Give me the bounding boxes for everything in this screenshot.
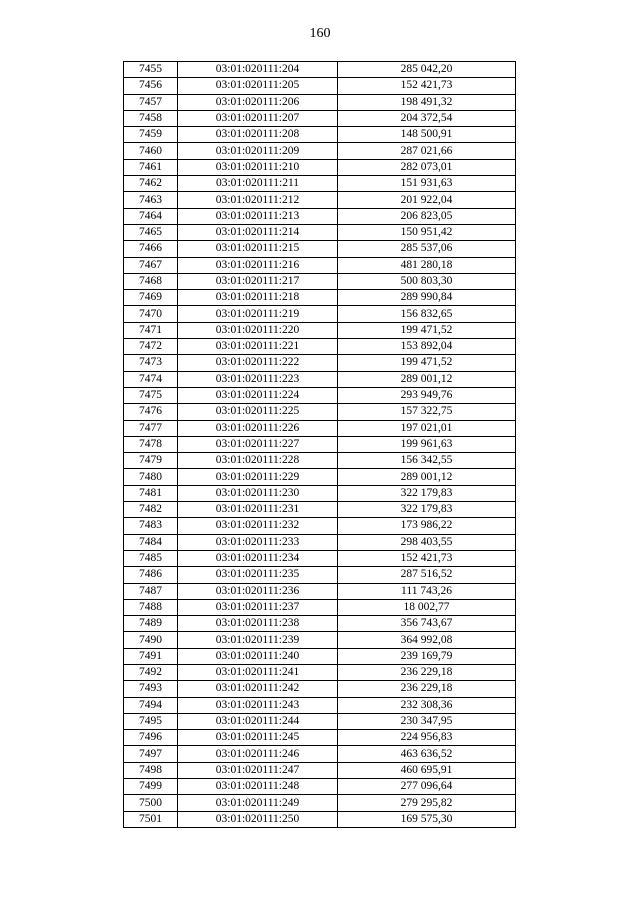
row-number-cell: 7477 bbox=[124, 420, 178, 436]
cadastral-value-cell: 289 001,12 bbox=[338, 469, 516, 485]
row-number-cell: 7489 bbox=[124, 616, 178, 632]
cadastral-value-cell: 169 575,30 bbox=[338, 811, 516, 827]
cadastral-number-cell: 03:01:020111:250 bbox=[178, 811, 338, 827]
row-number-cell: 7471 bbox=[124, 322, 178, 338]
row-number-cell: 7493 bbox=[124, 681, 178, 697]
cadastral-number-cell: 03:01:020111:249 bbox=[178, 795, 338, 811]
row-number-cell: 7484 bbox=[124, 534, 178, 550]
cadastral-value-cell: 151 931,63 bbox=[338, 176, 516, 192]
cadastral-value-cell: 111 743,26 bbox=[338, 583, 516, 599]
cadastral-value-cell: 322 179,83 bbox=[338, 502, 516, 518]
table-row bbox=[124, 387, 516, 403]
table-row bbox=[124, 306, 516, 322]
row-number-cell: 7473 bbox=[124, 355, 178, 371]
cadastral-number-cell: 03:01:020111:205 bbox=[178, 78, 338, 94]
table-row bbox=[124, 681, 516, 697]
row-number-cell: 7483 bbox=[124, 518, 178, 534]
cadastral-number-cell: 03:01:020111:224 bbox=[178, 387, 338, 403]
table-row bbox=[124, 453, 516, 469]
cadastral-number-cell: 03:01:020111:244 bbox=[178, 713, 338, 729]
cadastral-number-cell: 03:01:020111:231 bbox=[178, 502, 338, 518]
table-row bbox=[124, 78, 516, 94]
cadastral-value-cell: 206 823,05 bbox=[338, 208, 516, 224]
cadastral-number-cell: 03:01:020111:212 bbox=[178, 192, 338, 208]
row-number-cell: 7501 bbox=[124, 811, 178, 827]
cadastral-value-cell: 285 537,06 bbox=[338, 241, 516, 257]
cadastral-value-cell: 364 992,08 bbox=[338, 632, 516, 648]
cadastral-number-cell: 03:01:020111:235 bbox=[178, 567, 338, 583]
row-number-cell: 7487 bbox=[124, 583, 178, 599]
cadastral-number-cell: 03:01:020111:215 bbox=[178, 241, 338, 257]
cadastral-number-cell: 03:01:020111:228 bbox=[178, 453, 338, 469]
cadastral-value-cell: 460 695,91 bbox=[338, 762, 516, 778]
cadastral-value-cell: 293 949,76 bbox=[338, 387, 516, 403]
table-row bbox=[124, 567, 516, 583]
cadastral-value-cell: 198 491,32 bbox=[338, 94, 516, 110]
row-number-cell: 7474 bbox=[124, 371, 178, 387]
table-row bbox=[124, 795, 516, 811]
row-number-cell: 7481 bbox=[124, 485, 178, 501]
cadastral-number-cell: 03:01:020111:208 bbox=[178, 127, 338, 143]
table-row bbox=[124, 469, 516, 485]
table-row bbox=[124, 518, 516, 534]
row-number-cell: 7498 bbox=[124, 762, 178, 778]
table-row bbox=[124, 273, 516, 289]
cadastral-value-cell: 298 403,55 bbox=[338, 534, 516, 550]
table-row bbox=[124, 730, 516, 746]
row-number-cell: 7465 bbox=[124, 224, 178, 240]
row-number-cell: 7475 bbox=[124, 387, 178, 403]
cadastral-number-cell: 03:01:020111:221 bbox=[178, 339, 338, 355]
cadastral-value-cell: 156 832,65 bbox=[338, 306, 516, 322]
cadastral-number-cell: 03:01:020111:216 bbox=[178, 257, 338, 273]
cadastral-number-cell: 03:01:020111:242 bbox=[178, 681, 338, 697]
cadastral-number-cell: 03:01:020111:236 bbox=[178, 583, 338, 599]
cadastral-number-cell: 03:01:020111:240 bbox=[178, 648, 338, 664]
cadastral-value-cell: 201 922,04 bbox=[338, 192, 516, 208]
cadastral-value-cell: 287 021,66 bbox=[338, 143, 516, 159]
cadastral-number-cell: 03:01:020111:246 bbox=[178, 746, 338, 762]
table-row bbox=[124, 502, 516, 518]
table-row bbox=[124, 241, 516, 257]
cadastral-value-cell: 199 961,63 bbox=[338, 436, 516, 452]
row-number-cell: 7478 bbox=[124, 436, 178, 452]
table-row bbox=[124, 746, 516, 762]
table-row bbox=[124, 127, 516, 143]
table-row bbox=[124, 339, 516, 355]
table-row bbox=[124, 762, 516, 778]
table-row bbox=[124, 208, 516, 224]
cadastral-value-cell: 322 179,83 bbox=[338, 485, 516, 501]
row-number-cell: 7456 bbox=[124, 78, 178, 94]
cadastral-value-cell: 279 295,82 bbox=[338, 795, 516, 811]
cadastral-number-cell: 03:01:020111:225 bbox=[178, 404, 338, 420]
row-number-cell: 7468 bbox=[124, 273, 178, 289]
table-row bbox=[124, 371, 516, 387]
table-row bbox=[124, 616, 516, 632]
cadastral-value-cell: 463 636,52 bbox=[338, 746, 516, 762]
cadastral-value-cell: 197 021,01 bbox=[338, 420, 516, 436]
row-number-cell: 7457 bbox=[124, 94, 178, 110]
cadastral-value-cell: 204 372,54 bbox=[338, 110, 516, 126]
table-row bbox=[124, 697, 516, 713]
cadastral-number-cell: 03:01:020111:217 bbox=[178, 273, 338, 289]
table-row bbox=[124, 290, 516, 306]
row-number-cell: 7486 bbox=[124, 567, 178, 583]
table-row bbox=[124, 713, 516, 729]
table-row bbox=[124, 192, 516, 208]
cadastral-value-cell: 157 322,75 bbox=[338, 404, 516, 420]
table-row bbox=[124, 176, 516, 192]
cadastral-value-cell: 481 280,18 bbox=[338, 257, 516, 273]
row-number-cell: 7455 bbox=[124, 62, 178, 78]
table-row bbox=[124, 110, 516, 126]
row-number-cell: 7472 bbox=[124, 339, 178, 355]
cadastral-value-table bbox=[123, 61, 516, 828]
table-row bbox=[124, 664, 516, 680]
cadastral-number-cell: 03:01:020111:230 bbox=[178, 485, 338, 501]
cadastral-number-cell: 03:01:020111:237 bbox=[178, 599, 338, 615]
row-number-cell: 7482 bbox=[124, 502, 178, 518]
row-number-cell: 7480 bbox=[124, 469, 178, 485]
cadastral-value-cell: 156 342,55 bbox=[338, 453, 516, 469]
cadastral-value-cell: 199 471,52 bbox=[338, 322, 516, 338]
cadastral-number-cell: 03:01:020111:223 bbox=[178, 371, 338, 387]
row-number-cell: 7488 bbox=[124, 599, 178, 615]
table-row bbox=[124, 143, 516, 159]
cadastral-number-cell: 03:01:020111:204 bbox=[178, 62, 338, 78]
table-row bbox=[124, 550, 516, 566]
row-number-cell: 7476 bbox=[124, 404, 178, 420]
row-number-cell: 7467 bbox=[124, 257, 178, 273]
cadastral-number-cell: 03:01:020111:209 bbox=[178, 143, 338, 159]
cadastral-value-cell: 152 421,73 bbox=[338, 78, 516, 94]
cadastral-number-cell: 03:01:020111:243 bbox=[178, 697, 338, 713]
cadastral-value-cell: 287 516,52 bbox=[338, 567, 516, 583]
table-row bbox=[124, 599, 516, 615]
row-number-cell: 7470 bbox=[124, 306, 178, 322]
table-row bbox=[124, 648, 516, 664]
row-number-cell: 7500 bbox=[124, 795, 178, 811]
table-row bbox=[124, 583, 516, 599]
cadastral-number-cell: 03:01:020111:206 bbox=[178, 94, 338, 110]
cadastral-value-cell: 232 308,36 bbox=[338, 697, 516, 713]
cadastral-number-cell: 03:01:020111:229 bbox=[178, 469, 338, 485]
table-row bbox=[124, 404, 516, 420]
cadastral-value-cell: 152 421,73 bbox=[338, 550, 516, 566]
table-row bbox=[124, 224, 516, 240]
cadastral-number-cell: 03:01:020111:233 bbox=[178, 534, 338, 550]
table-row bbox=[124, 94, 516, 110]
cadastral-value-cell: 285 042,20 bbox=[338, 62, 516, 78]
cadastral-value-cell: 277 096,64 bbox=[338, 779, 516, 795]
table-row bbox=[124, 257, 516, 273]
row-number-cell: 7485 bbox=[124, 550, 178, 566]
cadastral-number-cell: 03:01:020111:214 bbox=[178, 224, 338, 240]
row-number-cell: 7464 bbox=[124, 208, 178, 224]
cadastral-value-cell: 199 471,52 bbox=[338, 355, 516, 371]
row-number-cell: 7466 bbox=[124, 241, 178, 257]
row-number-cell: 7479 bbox=[124, 453, 178, 469]
cadastral-number-cell: 03:01:020111:222 bbox=[178, 355, 338, 371]
cadastral-number-cell: 03:01:020111:239 bbox=[178, 632, 338, 648]
table-row bbox=[124, 420, 516, 436]
table-row bbox=[124, 159, 516, 175]
cadastral-number-cell: 03:01:020111:213 bbox=[178, 208, 338, 224]
cadastral-number-cell: 03:01:020111:234 bbox=[178, 550, 338, 566]
cadastral-number-cell: 03:01:020111:227 bbox=[178, 436, 338, 452]
table-row bbox=[124, 355, 516, 371]
table-row bbox=[124, 485, 516, 501]
row-number-cell: 7459 bbox=[124, 127, 178, 143]
row-number-cell: 7495 bbox=[124, 713, 178, 729]
cadastral-number-cell: 03:01:020111:226 bbox=[178, 420, 338, 436]
cadastral-number-cell: 03:01:020111:211 bbox=[178, 176, 338, 192]
cadastral-number-cell: 03:01:020111:210 bbox=[178, 159, 338, 175]
table-row bbox=[124, 632, 516, 648]
table-row bbox=[124, 436, 516, 452]
cadastral-number-cell: 03:01:020111:218 bbox=[178, 290, 338, 306]
row-number-cell: 7490 bbox=[124, 632, 178, 648]
cadastral-value-cell: 150 951,42 bbox=[338, 224, 516, 240]
cadastral-value-cell: 356 743,67 bbox=[338, 616, 516, 632]
cadastral-value-cell: 153 892,04 bbox=[338, 339, 516, 355]
row-number-cell: 7469 bbox=[124, 290, 178, 306]
row-number-cell: 7463 bbox=[124, 192, 178, 208]
row-number-cell: 7461 bbox=[124, 159, 178, 175]
cadastral-number-cell: 03:01:020111:219 bbox=[178, 306, 338, 322]
cadastral-value-cell: 282 073,01 bbox=[338, 159, 516, 175]
cadastral-number-cell: 03:01:020111:207 bbox=[178, 110, 338, 126]
cadastral-number-cell: 03:01:020111:220 bbox=[178, 322, 338, 338]
cadastral-value-cell: 230 347,95 bbox=[338, 713, 516, 729]
cadastral-number-cell: 03:01:020111:232 bbox=[178, 518, 338, 534]
row-number-cell: 7496 bbox=[124, 730, 178, 746]
row-number-cell: 7462 bbox=[124, 176, 178, 192]
cadastral-value-cell: 239 169,79 bbox=[338, 648, 516, 664]
table-row bbox=[124, 322, 516, 338]
row-number-cell: 7491 bbox=[124, 648, 178, 664]
cadastral-value-cell: 18 002,77 bbox=[338, 599, 516, 615]
row-number-cell: 7494 bbox=[124, 697, 178, 713]
row-number-cell: 7499 bbox=[124, 779, 178, 795]
row-number-cell: 7458 bbox=[124, 110, 178, 126]
cadastral-number-cell: 03:01:020111:248 bbox=[178, 779, 338, 795]
row-number-cell: 7492 bbox=[124, 664, 178, 680]
row-number-cell: 7460 bbox=[124, 143, 178, 159]
cadastral-value-cell: 289 001,12 bbox=[338, 371, 516, 387]
cadastral-value-cell: 236 229,18 bbox=[338, 681, 516, 697]
cadastral-value-cell: 224 956,83 bbox=[338, 730, 516, 746]
cadastral-number-cell: 03:01:020111:247 bbox=[178, 762, 338, 778]
cadastral-number-cell: 03:01:020111:238 bbox=[178, 616, 338, 632]
cadastral-value-cell: 500 803,30 bbox=[338, 273, 516, 289]
cadastral-value-cell: 148 500,91 bbox=[338, 127, 516, 143]
cadastral-number-cell: 03:01:020111:245 bbox=[178, 730, 338, 746]
cadastral-value-cell: 173 986,22 bbox=[338, 518, 516, 534]
row-number-cell: 7497 bbox=[124, 746, 178, 762]
cadastral-value-cell: 236 229,18 bbox=[338, 664, 516, 680]
table-body bbox=[124, 62, 516, 828]
table-row bbox=[124, 779, 516, 795]
page-number: 160 bbox=[309, 26, 331, 41]
cadastral-value-cell: 289 990,84 bbox=[338, 290, 516, 306]
table-row bbox=[124, 811, 516, 827]
table-row bbox=[124, 62, 516, 78]
table-row bbox=[124, 534, 516, 550]
cadastral-number-cell: 03:01:020111:241 bbox=[178, 664, 338, 680]
